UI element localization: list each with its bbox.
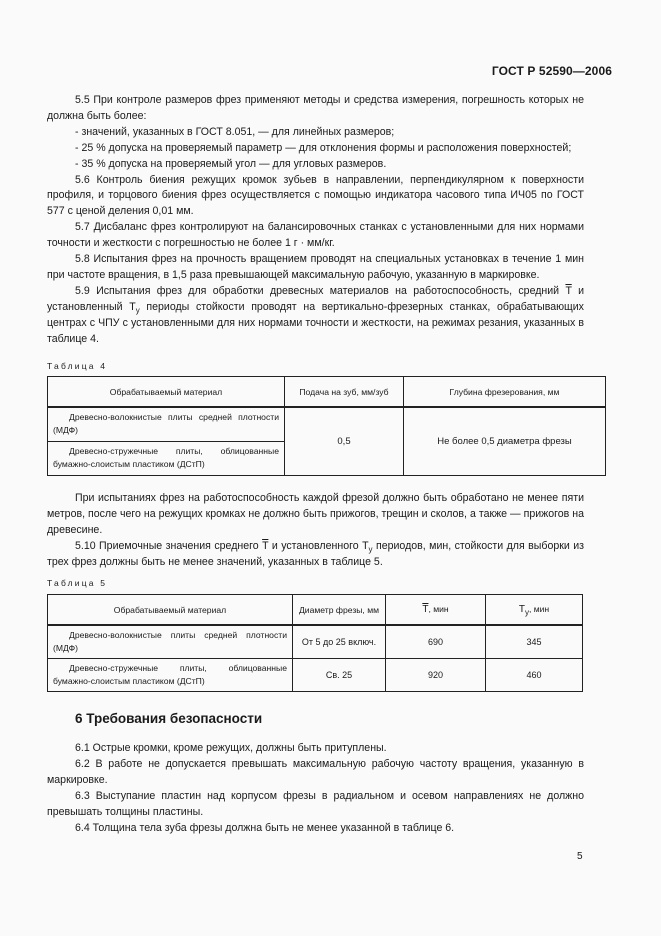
table4-material-dstp: Древесно-стружечные плиты, облицованные бумажно-слоистым пластиком (ДСтП) <box>48 441 285 475</box>
table5-caption: Таблица 5 <box>47 578 108 588</box>
clause-6-4: 6.4 Толщина тела зуба фрезы должна быть не менее указанной в таблице 6. <box>75 821 455 834</box>
table5-t-mean: 920 <box>386 659 486 692</box>
clause-5-5-item-angle: - 35 % допуска на проверяемый угол — для угловых размеров. <box>75 157 387 170</box>
table5-t-set: 460 <box>486 659 583 692</box>
t-set-subscript: у <box>135 305 140 315</box>
table-row <box>48 625 583 659</box>
t-set-symbol: T <box>518 604 525 615</box>
clause-6-1: 6.1 Острые кромки, кроме режущих, должны быть притуплены. <box>75 742 387 754</box>
t-mean-symbol: $\overline{T}$ <box>422 604 429 615</box>
table4-depth-value: Не более 0,5 диаметра фрезы <box>404 407 606 475</box>
clauses-5-5-to-5-8 <box>47 93 584 348</box>
table5 <box>47 594 583 692</box>
t-mean-unit: , мин <box>428 604 449 614</box>
table4 <box>47 376 606 476</box>
t-set-symbol: T <box>129 300 136 313</box>
page-number: 5 <box>577 851 583 862</box>
document-header-code: ГОСТ Р 52590—2006 <box>491 64 612 78</box>
table5-header-material: Обрабатываемый материал <box>48 595 293 626</box>
table4-caption: Таблица 4 <box>47 361 108 371</box>
t-set-symbol: T <box>362 539 369 552</box>
clause-5-5-item-linear: - значений, указанных в ГОСТ 8.051, — для линейных размеров; <box>75 125 395 138</box>
clause-5-5-item-form: - 25 % допуска на проверяемый параметр — для отклонения формы и расположения поверхностей; <box>75 141 572 154</box>
t-set-subscript: у <box>524 608 529 617</box>
clause-5-7: 5.7 Дисбаланс фрез контролируют на балансировочных станках с установленными для них нормами точности и жесткости с погрешностью не более 1 г · мм/кг. <box>47 221 584 250</box>
section-6-clauses <box>47 741 584 836</box>
table5-header-diameter: Диаметр фрезы, мм <box>293 595 386 626</box>
table4-material-mdf: Древесно-волокнистые плиты средней плотности (МДФ) <box>48 407 285 441</box>
paragraphs-after-table4 <box>47 491 584 571</box>
t-set-unit: , мин <box>528 604 550 614</box>
clause-5-10-part3: периодов, мин, стойкости для выборки из трех фрез должны быть не менее значений, указанных в таблице 5. <box>47 539 585 568</box>
table5-material-mdf: Древесно-волокнистые плиты средней плотности (МДФ) <box>48 625 293 659</box>
table5-t-set: 345 <box>486 625 583 659</box>
clause-5-10-part2: и установленного <box>268 539 363 552</box>
clause-5-10-part1: 5.10 Приемочные значения среднего <box>75 539 263 552</box>
table4-header-material: Обрабатываемый материал <box>48 377 285 408</box>
table5-diameter: Св. 25 <box>293 659 386 692</box>
clause-5-9 <box>47 284 584 348</box>
table5-header-t-set <box>486 595 583 626</box>
para-performance-test: При испытаниях фрез на работоспособность каждой фрезой должно быть обработано не менее пяти метров, после чего на режущих кромках не должно быть прижогов, трещин и сколов, а также — прижогов на древесине. <box>47 492 584 536</box>
t-set-subscript: у <box>368 544 373 554</box>
table5-header-t-mean <box>386 595 486 626</box>
table4-header-feed: Подача на зуб, мм/зуб <box>285 377 404 408</box>
t-mean-symbol: $\overline{T}$ <box>262 539 269 552</box>
clause-5-8: 5.8 Испытания фрез на прочность вращением проводят на специальных установках в течение 1 мин при частоте вращения, в 1,5 раза превышающей максимальную рабочую, указанную в маркировке. <box>47 253 584 281</box>
clause-5-9-part2: и установленный <box>47 284 584 313</box>
clause-5-6: 5.6 Контроль биения режущих кромок зубьев в направлении, перпендикулярном к поверхности профиля, и торцового биения фрез осуществляется с помощью индикатора часового типа ИЧ05 по ГОСТ 577 с ценой деления 0,01 мм. <box>47 173 584 218</box>
table5-material-dstp: Древесно-стружечные плиты, облицованные бумажно-слоистым пластиком (ДСтП) <box>48 659 293 692</box>
table4-header-depth: Глубина фрезерования, мм <box>404 377 606 408</box>
clause-6-2: 6.2 В работе не допускается превышать максимальную рабочую частоту вращения, указанную в маркировке. <box>47 757 584 786</box>
clause-5-5: 5.5 При контроле размеров фрез применяют методы и средства измерения, погрешность которых не должна быть более: <box>47 94 584 122</box>
section-6-title: 6 Требования безопасности <box>75 711 263 726</box>
clause-5-9-part3: периоды стойкости проводят на вертикально-фрезерных станках, обрабатывающих центрах с ЧПУ с установленными для них нормами точности и жесткости, на режимах резания, указанных в таблице 4. <box>47 300 584 345</box>
table5-t-mean: 690 <box>386 625 486 659</box>
t-mean-symbol: $\overline{T}$ <box>565 284 572 297</box>
table5-diameter: От 5 до 25 включ. <box>293 625 386 659</box>
table-row <box>48 407 606 441</box>
clause-5-10 <box>47 539 584 571</box>
table-row <box>48 659 583 692</box>
table4-feed-value: 0,5 <box>285 407 404 475</box>
clause-5-9-part1: 5.9 Испытания фрез для обработки древесных материалов на работоспособность, средний <box>75 284 566 297</box>
clause-6-3: 6.3 Выступание пластин над корпусом фрезы в радиальном и осевом направлениях не должно превышать толщины пластины. <box>47 789 584 818</box>
